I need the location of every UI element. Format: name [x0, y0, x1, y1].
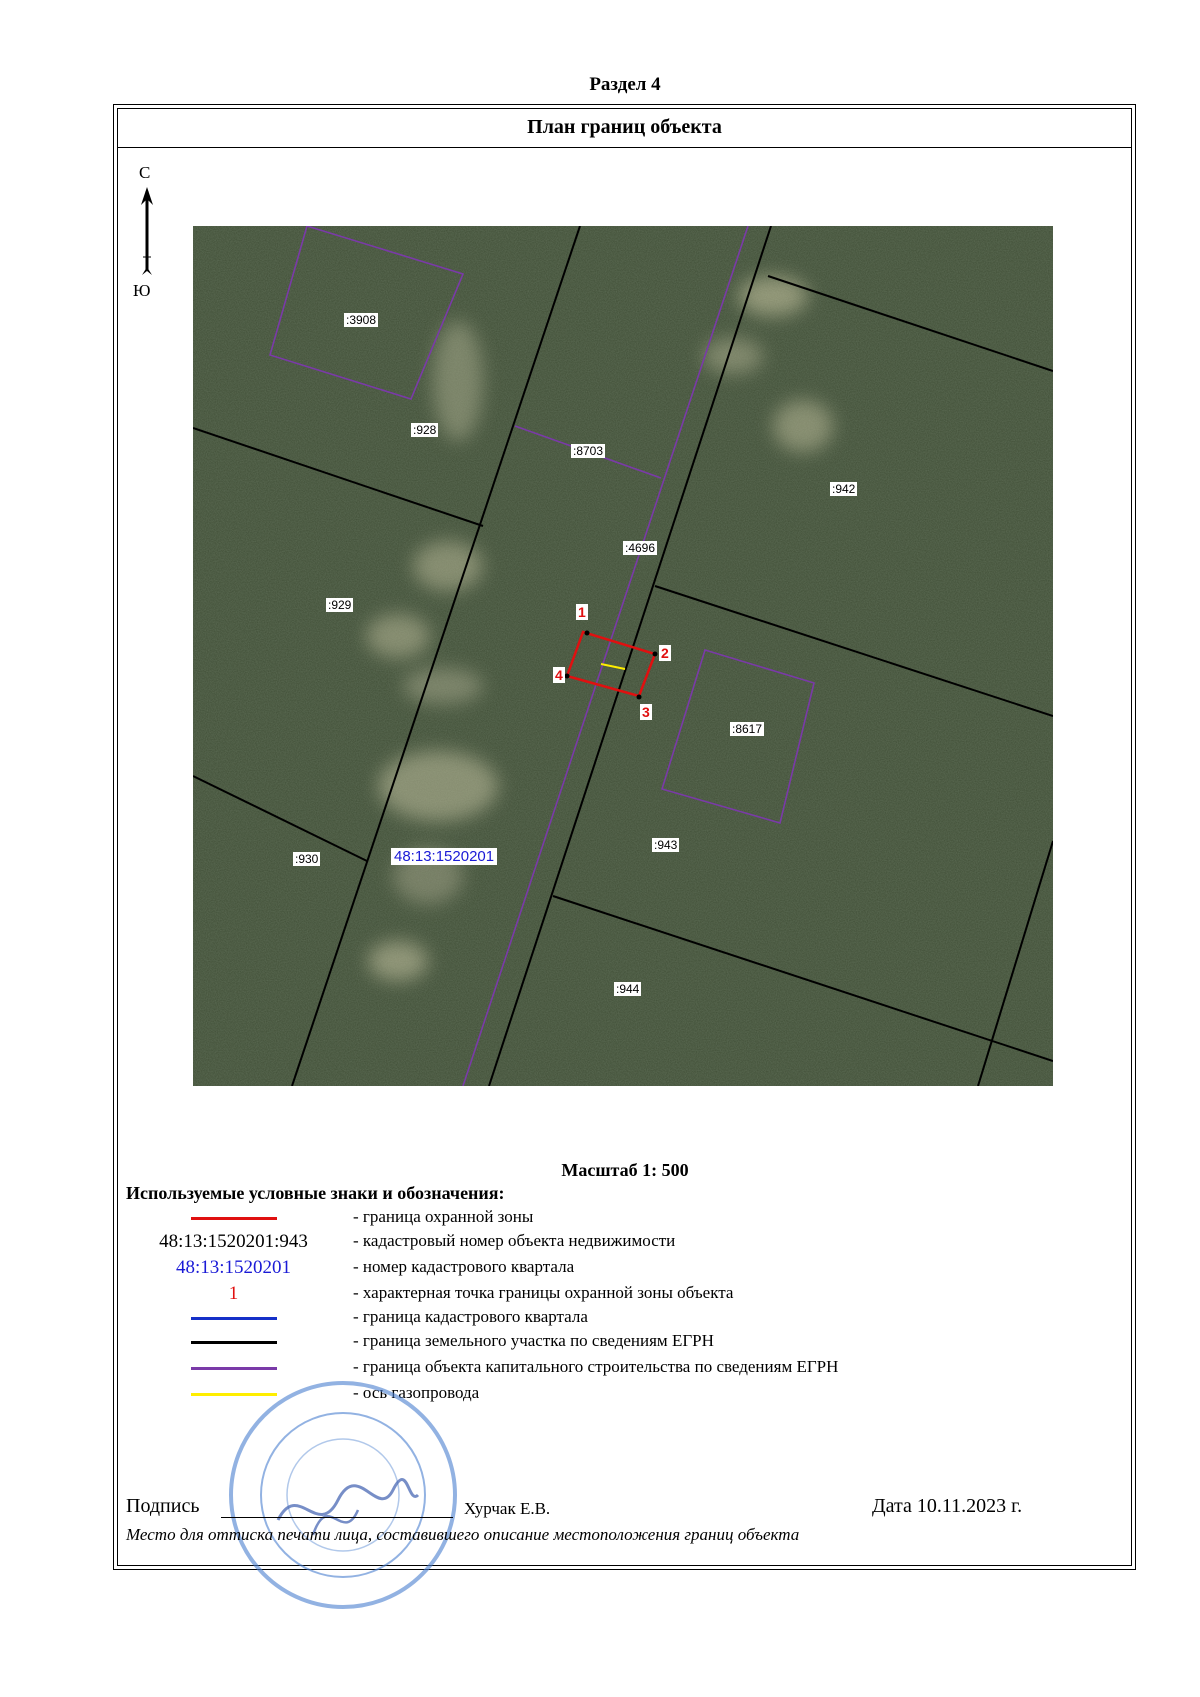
legend-description: - ось газопровода [353, 1383, 480, 1402]
parcel-label: :8703 [573, 444, 604, 458]
stamp-seal [218, 1370, 468, 1620]
legend-line-swatch [191, 1317, 277, 1320]
stamp-note: Место для оттиска печати лица, составившего описание местоположения границ объекта [126, 1525, 800, 1544]
document-date: Дата 10.11.2023 г. [872, 1495, 1023, 1517]
legend-row [126, 1230, 1026, 1254]
south-label: Ю [133, 281, 151, 300]
section-title: Раздел 4 [589, 74, 661, 95]
legend-title: Используемые условные знаки и обозначения: [126, 1183, 505, 1203]
legend-description: - кадастровый номер объекта недвижимости [353, 1231, 676, 1250]
point-label: 4 [555, 667, 563, 683]
legend-symbol [126, 1206, 341, 1230]
parcel-label: :943 [654, 838, 678, 852]
signature-label: Подпись [126, 1495, 200, 1517]
legend-description: - граница кадастрового квартала [353, 1307, 588, 1326]
legend-description: - характерная точка границы охранной зоны объекта [353, 1283, 734, 1302]
parcel-label: :930 [295, 852, 319, 866]
point-label: 2 [661, 645, 669, 661]
legend-row [126, 1330, 1026, 1354]
signer-name: Хурчак Е.В. [464, 1499, 551, 1518]
parcel-label: :929 [328, 598, 352, 612]
legend-description: - номер кадастрового квартала [353, 1257, 575, 1276]
point-label: 3 [642, 704, 650, 720]
legend-description: - граница охранной зоны [353, 1207, 534, 1226]
legend-symbol [126, 1230, 341, 1254]
legend-symbol [126, 1256, 341, 1280]
point-label: 1 [578, 604, 586, 620]
plan-header: План границ объекта [117, 108, 1132, 148]
parcel-label: :944 [616, 982, 640, 996]
signature-line [221, 1517, 453, 1518]
legend-symbol-text: 48:13:1520201 [175, 1257, 292, 1278]
legend-row [126, 1206, 1026, 1230]
legend-symbol [126, 1306, 341, 1330]
north-arrow [133, 163, 163, 303]
parcel-label: :3908 [346, 313, 377, 327]
parcel-label: :8617 [732, 722, 763, 736]
legend-line-swatch [191, 1217, 277, 1220]
parcel-label: :928 [413, 423, 437, 437]
legend-symbol [126, 1330, 341, 1354]
legend-symbol-text: 48:13:1520201:943 [159, 1231, 308, 1252]
legend-description: - граница объекта капитального строительства по сведениям ЕГРН [353, 1357, 839, 1376]
legend-row [126, 1282, 1026, 1306]
quarter-label: 48:13:1520201 [391, 848, 497, 865]
legend-symbol-text: 1 [228, 1283, 239, 1304]
legend-row [126, 1256, 1026, 1280]
legend-symbol [126, 1282, 341, 1306]
satellite-map [193, 226, 1053, 1086]
map-scale: Масштаб 1: 500 [561, 1160, 689, 1180]
legend-line-swatch [191, 1341, 277, 1344]
parcel-label: :942 [832, 482, 856, 496]
legend-row [126, 1306, 1026, 1330]
legend-description: - граница земельного участка по сведениям ЕГРН [353, 1331, 714, 1350]
parcel-label: :4696 [625, 541, 656, 555]
north-label: С [139, 163, 151, 182]
